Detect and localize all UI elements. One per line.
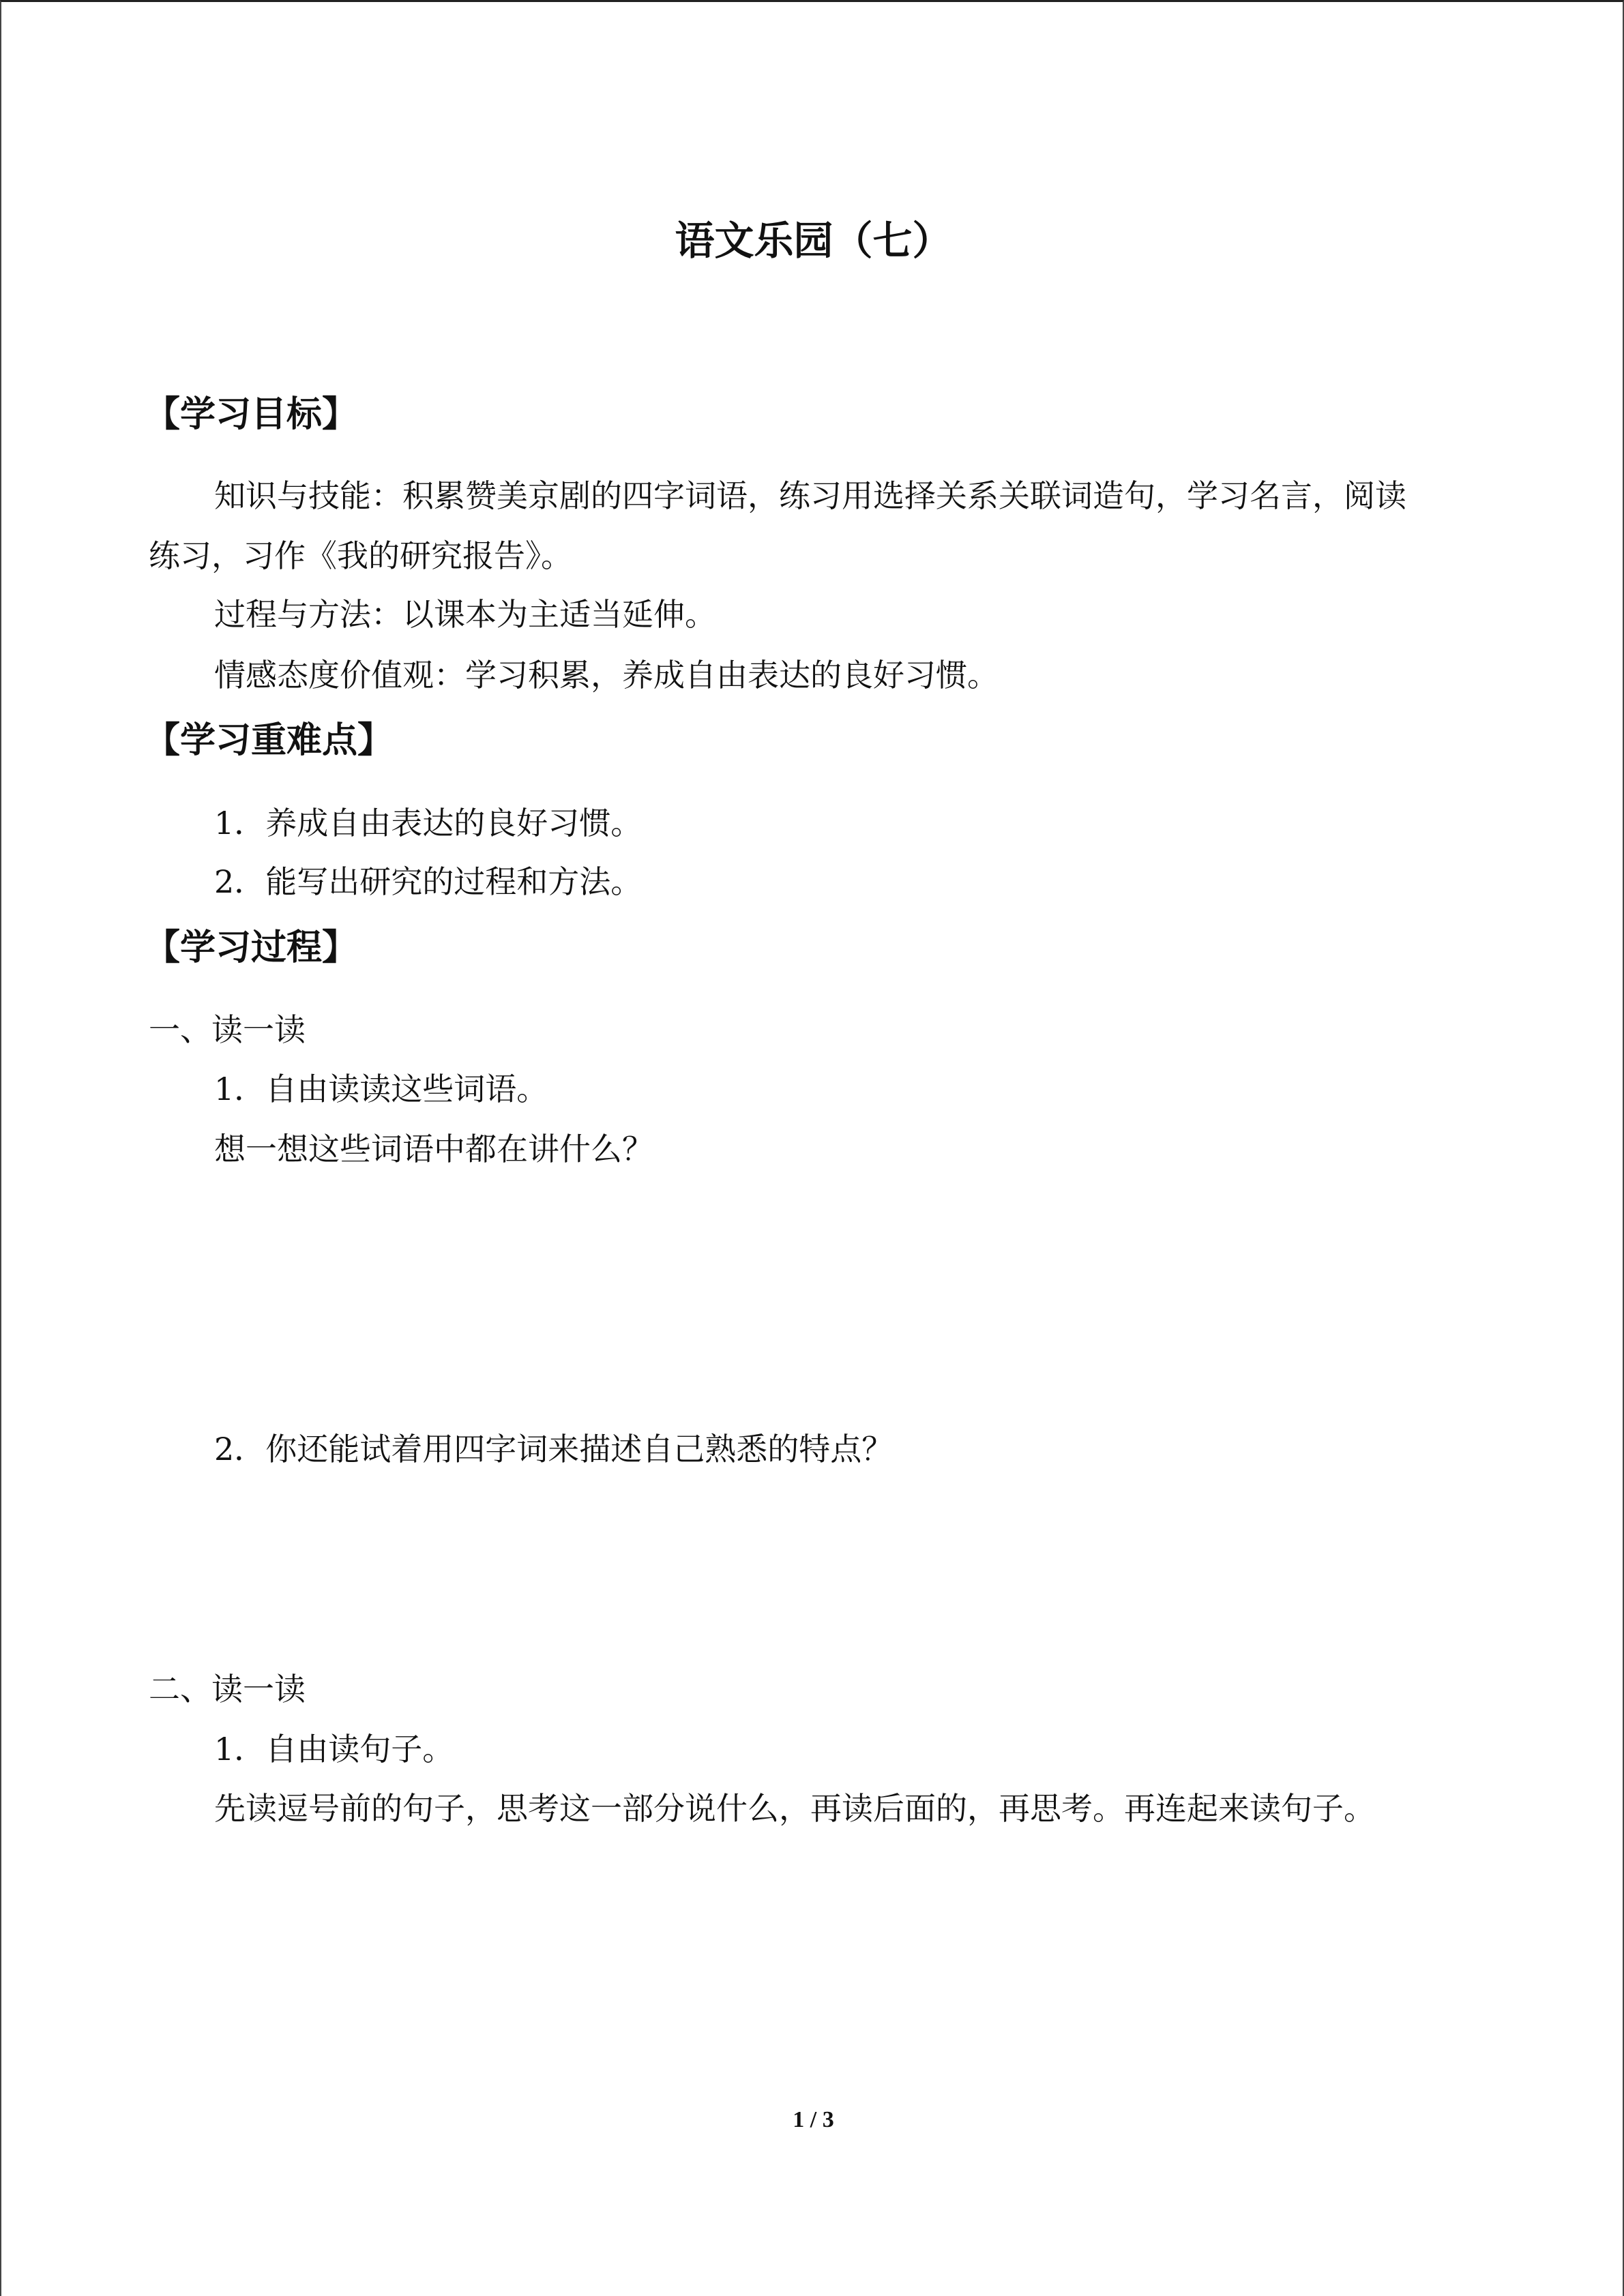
goal-emotion: 情感态度价值观：学习积累，养成自由表达的良好习惯。 [214, 657, 999, 694]
heading-learning-process: 【学习过程】 [145, 927, 358, 968]
part1-item2: 2．你还能试着用四字词来描述自己熟悉的特点？ [214, 1431, 894, 1467]
goal-knowledge-line1: 知识与技能：积累赞美京剧的四字词语，练习用选择关系关联词造句，学习名言，阅读 [214, 477, 1406, 514]
part2-label: 二、读一读 [149, 1671, 306, 1708]
goal-process: 过程与方法：以课本为主适当延伸。 [214, 596, 716, 633]
part2-item1-prompt: 先读逗号前的句子，思考这一部分说什么，再读后面的，再思考。再连起来读句子。 [214, 1790, 1375, 1827]
heading-key-points: 【学习重难点】 [145, 720, 394, 761]
page-title: 语文乐园（七） [675, 218, 952, 264]
page-number: 1 / 3 [793, 2107, 834, 2132]
part2-item1: 1．自由读句子。 [214, 1731, 454, 1768]
key-point-1: 1．养成自由表达的良好习惯。 [214, 805, 643, 841]
part1-item1: 1．自由读读这些词语。 [214, 1071, 548, 1107]
key-point-2: 2．能写出研究的过程和方法。 [214, 863, 643, 900]
part1-item1-prompt: 想一想这些词语中都在讲什么？ [214, 1131, 653, 1167]
part1-label: 一、读一读 [149, 1011, 306, 1048]
goal-knowledge-line2: 练习，习作《我的研究报告》。 [149, 537, 572, 574]
heading-learning-goals: 【学习目标】 [145, 394, 358, 435]
